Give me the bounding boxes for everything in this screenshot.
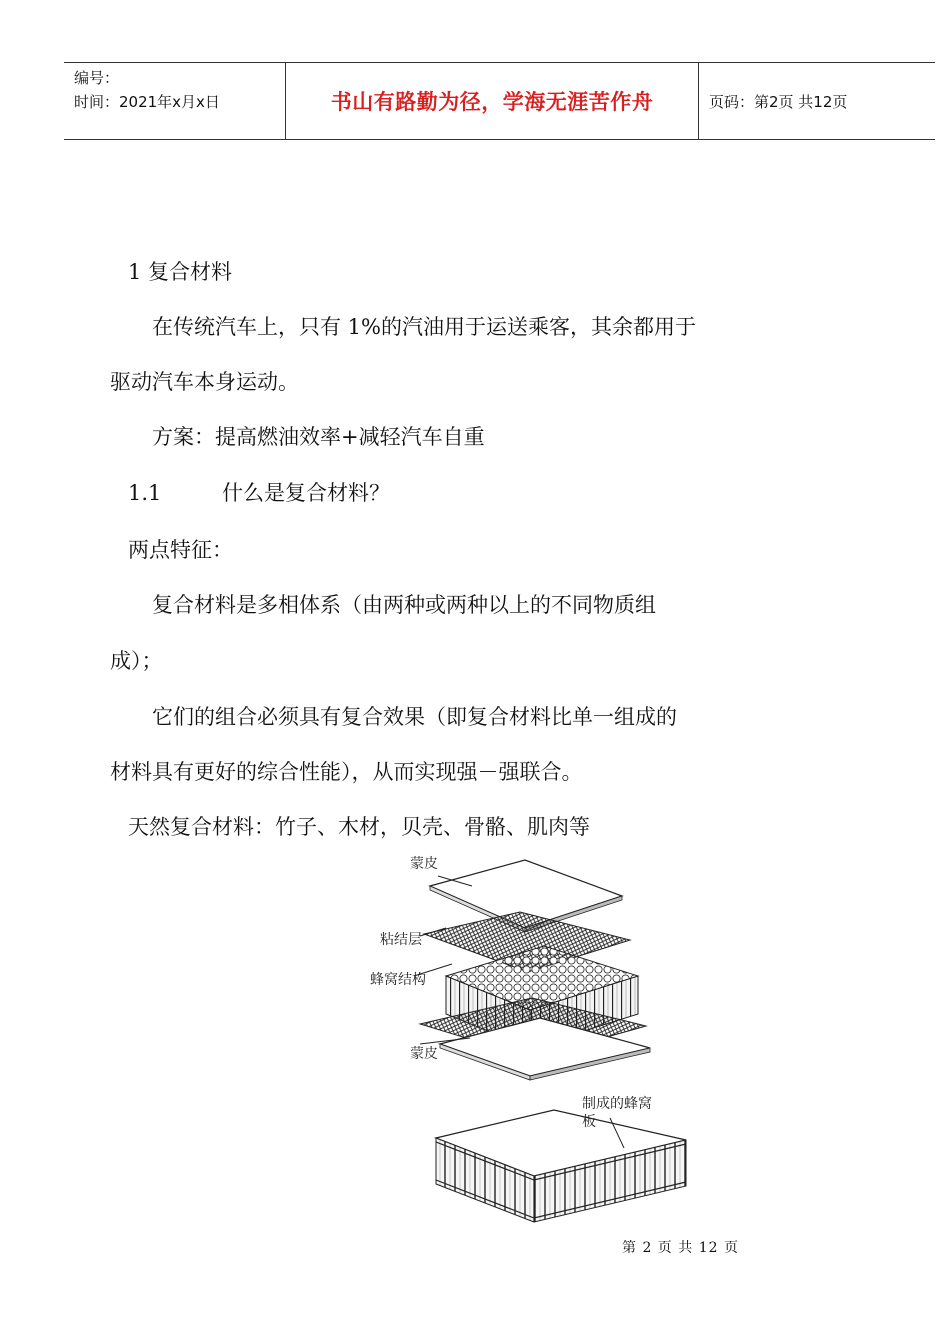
label-honeycomb: 蜂窝结构 [370, 972, 426, 988]
honeycomb-exploded-figure [360, 848, 680, 1083]
natural-composites-text: 天然复合材料：竹子、木材，贝壳、骨骼、肌肉等 [128, 815, 590, 839]
time-label: 时间：2021年x月x日 [74, 93, 220, 111]
label-skin-top: 蒙皮 [410, 856, 438, 872]
honeycomb-panel-figure [424, 1088, 704, 1238]
paragraph-line: 复合材料是多相体系（由两种或两种以上的不同物质组 [152, 593, 656, 617]
number-label: 编号： [74, 69, 120, 87]
paragraph-line: 在传统汽车上，只有 1%的汽油用于运送乘客，其余都用于 [152, 315, 696, 339]
section-heading-1-1: 什么是复合材料？ [222, 481, 390, 505]
section-heading-1: 1 复合材料 [128, 260, 233, 284]
paragraph-line: 成）； [110, 649, 163, 673]
page-header [64, 62, 935, 140]
paragraph-line: 驱动汽车本身运动。 [110, 370, 299, 394]
page-footer: 第 2 页 共 12 页 [622, 1240, 739, 1256]
plan-text: 方案：提高燃油效率+减轻汽车自重 [152, 425, 485, 449]
paragraph-line: 材料具有更好的综合性能），从而实现强－强联合。 [110, 760, 583, 784]
header-meta [64, 63, 284, 139]
label-finished-panel-2: 板 [582, 1114, 596, 1130]
header-motto: 书山有路勤为径，学海无涯苦作舟 [330, 90, 654, 114]
finished-panel [436, 1110, 686, 1222]
label-skin-bottom: 蒙皮 [410, 1046, 438, 1062]
label-adhesive: 粘结层 [380, 932, 422, 948]
header-divider [698, 63, 699, 139]
paragraph-line: 它们的组合必须具有复合效果（即复合材料比单一组成的 [152, 705, 677, 729]
features-label: 两点特征： [128, 538, 233, 562]
header-page-info: 页码：第2页 共12页 [709, 92, 848, 111]
label-finished-panel: 制成的蜂窝 [582, 1096, 652, 1112]
section-heading-1-1-number: 1.1 [128, 481, 162, 505]
